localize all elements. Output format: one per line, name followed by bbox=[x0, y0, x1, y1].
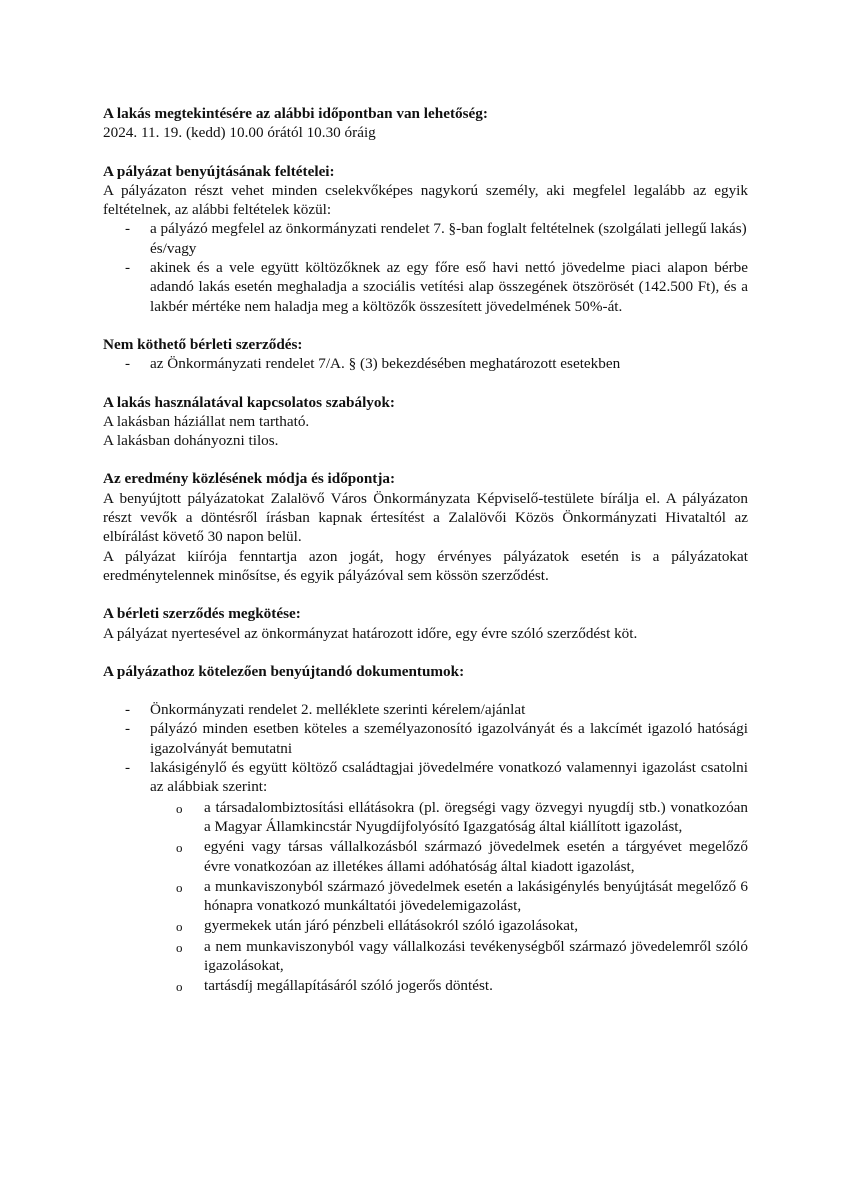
dash-bullet: - bbox=[125, 720, 131, 738]
list-item bbox=[103, 719, 748, 758]
dash-bullet: - bbox=[125, 701, 131, 719]
no-contract-heading: Nem köthető bérleti szerződés: bbox=[103, 335, 303, 353]
document-page bbox=[103, 104, 748, 996]
list-item-text: pályázó minden esetben köteles a személyazonosító igazolványát és a lakcímét igazoló hatósági igazolványát bemutatni bbox=[150, 720, 748, 757]
circle-bullet: o bbox=[176, 939, 183, 955]
conditions-intro: A pályázaton részt vehet minden cselekvőképes nagykorú személy, aki megfelel legalább az egyik feltételnek, az alábbi feltételek közül: bbox=[103, 181, 748, 219]
list-item-text: a pályázó megfelel az önkormányzati rendelet 7. §-ban foglalt feltételnek (szolgálati jellegű lakás) bbox=[150, 220, 747, 238]
rules-line: A lakásban háziállat nem tartható. bbox=[103, 412, 310, 430]
dash-bullet: - bbox=[125, 259, 131, 277]
sublist-item bbox=[103, 937, 748, 976]
dash-bullet: - bbox=[125, 220, 131, 238]
contract-heading: A bérleti szerződés megkötése: bbox=[103, 605, 301, 623]
circle-bullet: o bbox=[176, 879, 183, 895]
circle-bullet: o bbox=[176, 840, 183, 856]
dash-bullet: - bbox=[125, 355, 131, 373]
rules-heading: A lakás használatával kapcsolatos szabályok: bbox=[103, 393, 395, 411]
documents-heading: A pályázathoz kötelezően benyújtandó dokumentumok: bbox=[103, 662, 465, 680]
no-contract-list bbox=[103, 354, 748, 373]
conditions-heading: A pályázat benyújtásának feltételei: bbox=[103, 162, 335, 180]
list-item-text: az Önkormányzati rendelet 7/A. § (3) bekezdésében meghatározott esetekben bbox=[150, 355, 621, 373]
list-item bbox=[103, 354, 748, 373]
list-item-text: akinek és a vele együtt költözőknek az egy főre eső havi nettó jövedelme piaci alapon bérbe adandó lakás esetén meghaladja a szociális vetítési alap összegének ötszörösét (142.500 Ft), és a lakbér mértéke nem haladja meg a költözők összesített jövedelmének 50%-át. bbox=[150, 259, 748, 315]
viewing-heading: A lakás megtekintésére az alábbi időpontban van lehetőség: bbox=[103, 105, 488, 122]
result-paragraph-1: A benyújtott pályázatokat Zalalövő Város Önkormányzata Képviselő-testülete bírálja el. A pályázaton részt vevők a döntésről írásban kapnak értesítést a Zalalövői Közös Önkormányzati Hivataltól az elbírálást követő 30 napon belül. bbox=[103, 489, 748, 546]
sublist-item bbox=[103, 916, 748, 935]
circle-bullet: o bbox=[176, 800, 183, 816]
sublist-item-text: gyermekek után járó pénzbeli ellátásokról szóló igazolásokat, bbox=[204, 917, 579, 935]
documents-list bbox=[103, 700, 748, 796]
list-item bbox=[103, 758, 748, 797]
list-item-text: Önkormányzati rendelet 2. melléklete szerinti kérelem/ajánlat bbox=[150, 701, 526, 719]
documents-sublist bbox=[103, 798, 748, 996]
circle-bullet: o bbox=[176, 919, 183, 935]
result-heading: Az eredmény közlésének módja és időpontja: bbox=[103, 470, 396, 488]
sublist-item-text: a társadalombiztosítási ellátásokra (pl. öregségi vagy özvegyi nyugdíj stb.) vonatkozóan a Magyar Államkincstár Nyugdíjfolyósító Igazgatóság által kiállított igazolást, bbox=[204, 798, 748, 835]
list-item-text: lakásigénylő és együtt költöző családtagjai jövedelmére vonatkozó valamennyi igazolást csatolni az alábbiak szerint: bbox=[150, 759, 748, 796]
sublist-item bbox=[103, 976, 748, 995]
sublist-item bbox=[103, 798, 748, 837]
list-item bbox=[103, 219, 748, 238]
list-item bbox=[103, 258, 748, 316]
sublist-item-text: tartásdíj megállapításáról szóló jogerős döntést. bbox=[204, 977, 493, 995]
conditions-connector: és/vagy bbox=[150, 239, 197, 257]
contract-text: A pályázat nyertesével az önkormányzat határozott időre, egy évre szóló szerződést köt. bbox=[103, 624, 638, 642]
sublist-item-text: a munkaviszonyból származó jövedelmek esetén a lakásigénylés benyújtását megelőző 6 hónapra vonatkozó munkáltatói jövedelemigazolást, bbox=[204, 877, 748, 915]
sublist-item bbox=[103, 837, 748, 876]
conditions-list bbox=[103, 219, 748, 238]
viewing-time: 2024. 11. 19. (kedd) 10.00 órától 10.30 óráig bbox=[103, 124, 376, 142]
dash-bullet: - bbox=[125, 759, 131, 777]
sublist-item-text: egyéni vagy társas vállalkozásból származó jövedelmek esetén a tárgyévet megelőző évre vonatkozóan az illetékes állami adóhatóság által kiadott igazolást, bbox=[204, 838, 748, 875]
result-paragraph-2: A pályázat kiírója fenntartja azon jogát, hogy érvényes pályázatok esetén is a pályázatokat eredménytelennek minősítse, és egyik pályázóval sem kössön szerződést. bbox=[103, 547, 748, 584]
rules-line: A lakásban dohányozni tilos. bbox=[103, 432, 279, 450]
circle-bullet: o bbox=[176, 979, 183, 995]
conditions-list-cont bbox=[103, 258, 748, 316]
sublist-item bbox=[103, 877, 748, 916]
list-item bbox=[103, 700, 748, 719]
sublist-item-text: a nem munkaviszonyból vagy vállalkozási tevékenységből származó jövedelemről szóló igazolásokat, bbox=[204, 937, 748, 974]
